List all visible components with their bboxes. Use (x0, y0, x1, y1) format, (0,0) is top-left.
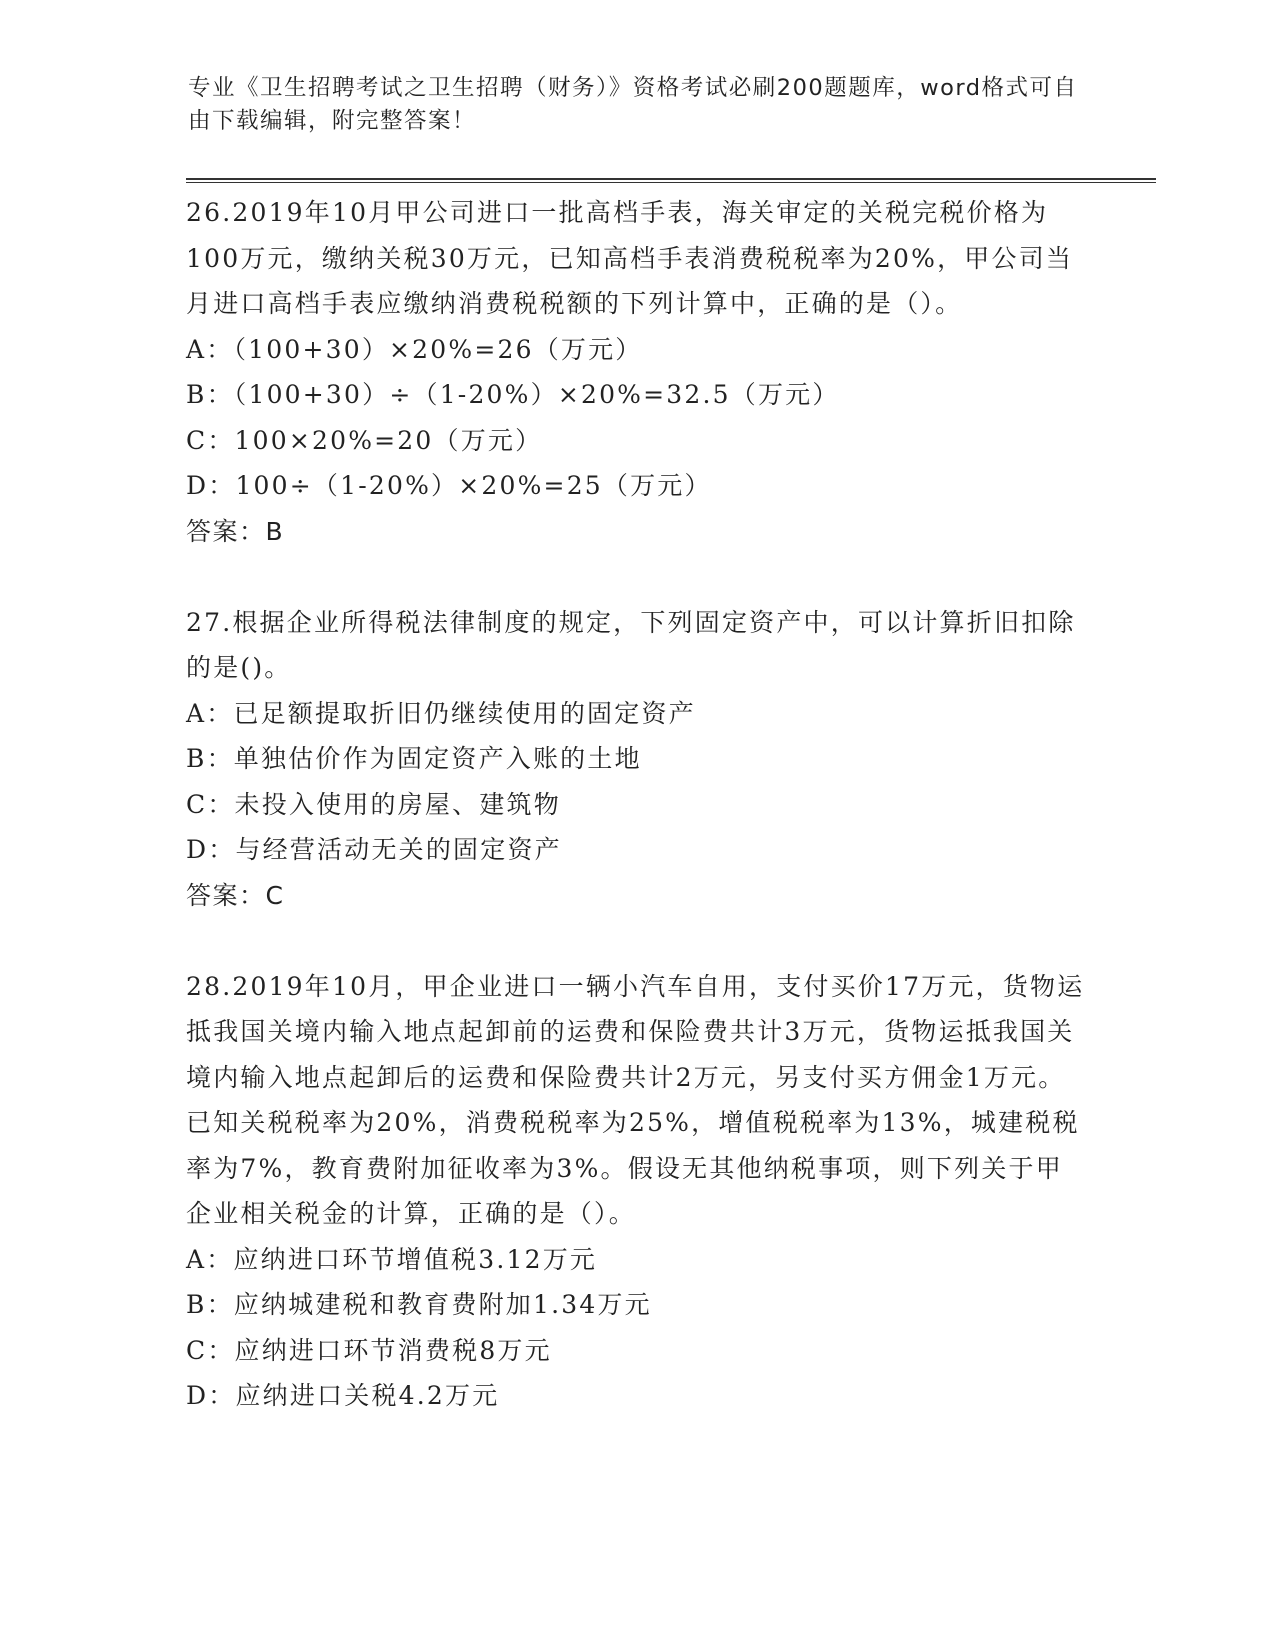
option-d: D：与经营活动无关的固定资产 (186, 835, 562, 864)
option-d: D：100÷（1-20%）×20%=25（万元） (186, 471, 712, 500)
header-divider (186, 178, 1156, 183)
option-a: A：已足额提取折旧仍继续使用的固定资产 (186, 698, 696, 728)
option-b: B：应纳城建税和教育费附加1.34万元 (186, 1290, 652, 1319)
option-b: B：单独估价作为固定资产入账的土地 (186, 744, 642, 773)
option-c: C：100×20%=20（万元） (186, 425, 543, 455)
option-a: A：应纳进口环节增值税3.12万元 (186, 1244, 598, 1274)
question-27 (186, 600, 1086, 919)
question-stem: 27.根据企业所得税法律制度的规定，下列固定资产中，可以计算折旧扣除的是()。 (186, 607, 1076, 682)
question-26 (186, 190, 1086, 554)
page-header: 专业《卫生招聘考试之卫生招聘（财务）》资格考试必刷200题题库，word格式可自由下载编辑，附完整答案！ (188, 75, 1078, 134)
answer-label: 答案：C (186, 880, 285, 910)
question-28 (186, 964, 1086, 1419)
question-stem: 26.2019年10月甲公司进口一批高档手表，海关审定的关税完税价格为100万元，缴纳关税30万元，已知高档手表消费税税率为20%，甲公司当月进口高档手表应缴纳消费税税额的下列计算中，正确的是（）。 (186, 198, 1074, 318)
question-list (186, 190, 1086, 1464)
option-c: C：应纳进口环节消费税8万元 (186, 1335, 552, 1365)
answer-label: 答案：B (186, 516, 285, 546)
option-b: B：（100+30）÷（1-20%）×20%=32.5（万元） (186, 380, 840, 409)
question-stem: 28.2019年10月，甲企业进口一辆小汽车自用，支付买价17万元，货物运抵我国关境内输入地点起卸前的运费和保险费共计3万元，货物运抵我国关境内输入地点起卸后的运费和保险费共计2万元，另支付买方佣金1万元。已知关税税率为20%，消费税税率为25%，增值税税率为13%，城建税税率为7%，教育费附加征收率为3%。假设无其他纳税事项，则下列关于甲企业相关税金的计算，正确的是（）。 (186, 971, 1085, 1228)
option-d: D：应纳进口关税4.2万元 (186, 1381, 500, 1410)
option-c: C：未投入使用的房屋、建筑物 (186, 789, 561, 819)
option-a: A：（100+30）×20%=26（万元） (186, 334, 643, 364)
